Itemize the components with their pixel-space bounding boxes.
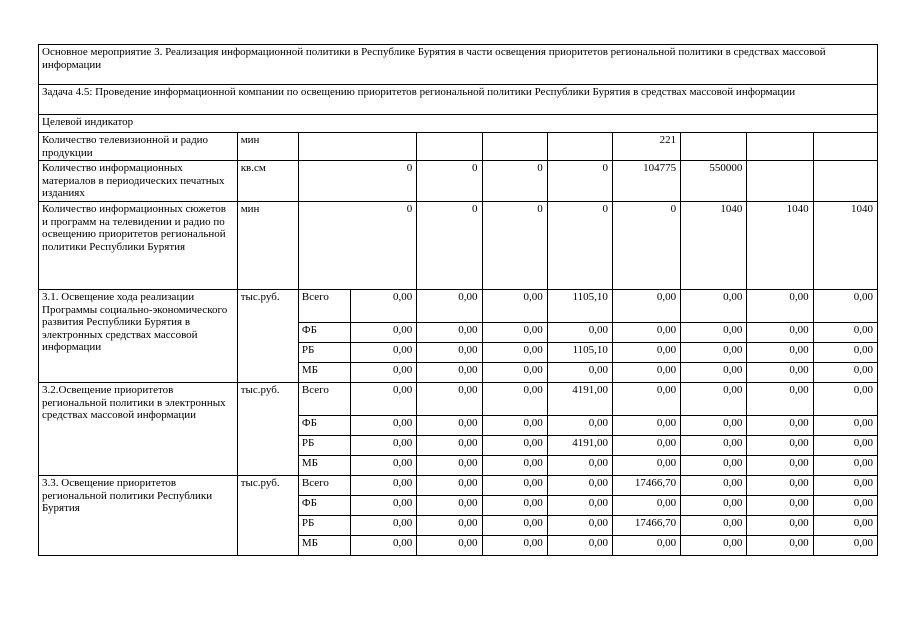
funding-value: 0,00 xyxy=(482,290,547,323)
funding-value: 0,00 xyxy=(612,536,680,556)
measure-unit: тыс.руб. xyxy=(237,383,298,476)
funding-source: Всего xyxy=(298,383,350,416)
funding-value: 0,00 xyxy=(417,416,482,436)
indicator-value xyxy=(813,133,877,161)
funding-value: 0,00 xyxy=(612,436,680,456)
funding-source: МБ xyxy=(298,456,350,476)
funding-value: 0,00 xyxy=(681,416,747,436)
indicator-value xyxy=(482,133,547,161)
funding-value: 17466,70 xyxy=(612,476,680,496)
funding-value: 0,00 xyxy=(482,476,547,496)
funding-source: Всего xyxy=(298,290,350,323)
main-event-cell: Основное мероприятие 3. Реализация информационной политики в Республике Бурятия в части освещения приоритетов региональной политики в средствах массовой информации xyxy=(39,45,878,85)
funding-value: 0,00 xyxy=(747,363,813,383)
funding-value: 0,00 xyxy=(482,456,547,476)
funding-value: 0,00 xyxy=(351,323,417,343)
funding-value: 0,00 xyxy=(482,383,547,416)
funding-value: 4191,00 xyxy=(547,383,612,416)
funding-value: 0,00 xyxy=(813,383,877,416)
funding-value: 0,00 xyxy=(547,416,612,436)
indicator-unit: мин xyxy=(237,133,298,161)
funding-value: 0,00 xyxy=(681,476,747,496)
indicator-value xyxy=(298,133,416,161)
funding-value: 0,00 xyxy=(681,343,747,363)
funding-value: 0,00 xyxy=(813,536,877,556)
funding-value: 0,00 xyxy=(351,290,417,323)
funding-source: РБ xyxy=(298,516,350,536)
funding-value: 0,00 xyxy=(417,323,482,343)
indicator-value: 0 xyxy=(547,161,612,202)
funding-value: 0,00 xyxy=(747,516,813,536)
funding-value: 0,00 xyxy=(747,456,813,476)
funding-value: 0,00 xyxy=(351,456,417,476)
funding-source: ФБ xyxy=(298,496,350,516)
funding-value: 0,00 xyxy=(482,416,547,436)
funding-value: 0,00 xyxy=(681,516,747,536)
program-table xyxy=(38,44,878,556)
funding-value: 0,00 xyxy=(351,416,417,436)
funding-value: 0,00 xyxy=(813,416,877,436)
measure-name: 3.1. Освещение хода реализации Программы социально-экономического развития Республики Бурятия в электронных средствах массовой информации xyxy=(39,290,238,383)
measure-unit: тыс.руб. xyxy=(237,476,298,556)
funding-value: 0,00 xyxy=(612,343,680,363)
funding-value: 0,00 xyxy=(612,383,680,416)
funding-value: 0,00 xyxy=(417,343,482,363)
indicator-value: 0 xyxy=(298,202,416,290)
measure-row xyxy=(39,290,878,323)
funding-value: 1105,10 xyxy=(547,290,612,323)
indicator-value: 1040 xyxy=(681,202,747,290)
funding-value: 0,00 xyxy=(813,323,877,343)
funding-value: 1105,10 xyxy=(547,343,612,363)
indicator-value: 221 xyxy=(612,133,680,161)
funding-value: 0,00 xyxy=(681,363,747,383)
funding-value: 0,00 xyxy=(482,496,547,516)
task-row xyxy=(39,85,878,115)
funding-value: 0,00 xyxy=(612,416,680,436)
indicator-value: 0 xyxy=(547,202,612,290)
indicator-name: Количество информационных сюжетов и программ на телевидении и радио по освещению приоритетов региональной политики Республики Бурятия xyxy=(39,202,238,290)
indicator-name: Количество телевизионной и радио продукции xyxy=(39,133,238,161)
indicator-value xyxy=(747,133,813,161)
indicator-row xyxy=(39,202,878,290)
indicator-value xyxy=(813,161,877,202)
funding-value: 0,00 xyxy=(482,343,547,363)
funding-value: 0,00 xyxy=(747,436,813,456)
funding-value: 0,00 xyxy=(612,363,680,383)
funding-value: 0,00 xyxy=(547,516,612,536)
funding-source: МБ xyxy=(298,536,350,556)
indicator-row xyxy=(39,161,878,202)
funding-value: 0,00 xyxy=(351,496,417,516)
indicator-value: 0 xyxy=(298,161,416,202)
funding-value: 0,00 xyxy=(813,456,877,476)
funding-value: 0,00 xyxy=(681,536,747,556)
funding-source: РБ xyxy=(298,436,350,456)
indicator-value: 0 xyxy=(482,161,547,202)
funding-source: Всего xyxy=(298,476,350,496)
funding-value: 0,00 xyxy=(351,536,417,556)
indicator-name: Количество информационных материалов в периодических печатных изданиях xyxy=(39,161,238,202)
funding-value: 0,00 xyxy=(612,496,680,516)
funding-value: 0,00 xyxy=(351,383,417,416)
funding-value: 0,00 xyxy=(747,476,813,496)
funding-value: 0,00 xyxy=(747,343,813,363)
indicator-value xyxy=(417,133,482,161)
task-cell: Задача 4.5: Проведение информационной компании по освещению приоритетов региональной политики Республики Бурятия в средствах массовой информации xyxy=(39,85,878,115)
measure-row xyxy=(39,476,878,496)
funding-value: 0,00 xyxy=(547,536,612,556)
funding-value: 0,00 xyxy=(747,323,813,343)
funding-value: 0,00 xyxy=(747,536,813,556)
funding-source: ФБ xyxy=(298,323,350,343)
funding-value: 0,00 xyxy=(813,343,877,363)
indicator-value: 104775 xyxy=(612,161,680,202)
funding-value: 0,00 xyxy=(417,516,482,536)
funding-value: 0,00 xyxy=(482,323,547,343)
funding-value: 0,00 xyxy=(813,476,877,496)
funding-value: 0,00 xyxy=(417,383,482,416)
funding-value: 0,00 xyxy=(417,496,482,516)
funding-value: 0,00 xyxy=(547,323,612,343)
funding-source: РБ xyxy=(298,343,350,363)
target-indicator-row xyxy=(39,115,878,133)
funding-value: 0,00 xyxy=(482,363,547,383)
funding-value: 0,00 xyxy=(547,456,612,476)
funding-value: 0,00 xyxy=(747,496,813,516)
funding-value: 0,00 xyxy=(547,496,612,516)
funding-value: 0,00 xyxy=(417,456,482,476)
measure-unit: тыс.руб. xyxy=(237,290,298,383)
funding-value: 0,00 xyxy=(351,363,417,383)
funding-source: ФБ xyxy=(298,416,350,436)
indicator-unit: мин xyxy=(237,202,298,290)
funding-value: 0,00 xyxy=(681,456,747,476)
funding-value: 0,00 xyxy=(681,496,747,516)
funding-value: 0,00 xyxy=(813,496,877,516)
funding-value: 0,00 xyxy=(813,516,877,536)
funding-value: 0,00 xyxy=(813,363,877,383)
funding-value: 0,00 xyxy=(417,363,482,383)
funding-value: 4191,00 xyxy=(547,436,612,456)
indicator-value: 0 xyxy=(612,202,680,290)
indicator-row xyxy=(39,133,878,161)
measure-name: 3.3. Освещение приоритетов региональной политики Республики Бурятия xyxy=(39,476,238,556)
indicator-value xyxy=(747,161,813,202)
measure-row xyxy=(39,383,878,416)
indicator-value: 550000 xyxy=(681,161,747,202)
indicator-value: 0 xyxy=(482,202,547,290)
funding-value: 0,00 xyxy=(482,516,547,536)
funding-value: 0,00 xyxy=(482,436,547,456)
funding-source: МБ xyxy=(298,363,350,383)
funding-value: 0,00 xyxy=(747,383,813,416)
indicator-value: 0 xyxy=(417,161,482,202)
funding-value: 0,00 xyxy=(351,343,417,363)
funding-value: 0,00 xyxy=(351,476,417,496)
funding-value: 0,00 xyxy=(747,290,813,323)
funding-value: 17466,70 xyxy=(612,516,680,536)
funding-value: 0,00 xyxy=(417,290,482,323)
funding-value: 0,00 xyxy=(351,436,417,456)
funding-value: 0,00 xyxy=(612,323,680,343)
main-event-row xyxy=(39,45,878,85)
indicator-value: 0 xyxy=(417,202,482,290)
indicator-value: 1040 xyxy=(813,202,877,290)
funding-value: 0,00 xyxy=(547,363,612,383)
indicator-value xyxy=(547,133,612,161)
measure-name: 3.2.Освещение приоритетов региональной политики в электронных средствах массовой информации xyxy=(39,383,238,476)
funding-value: 0,00 xyxy=(417,436,482,456)
target-indicator-cell: Целевой индикатор xyxy=(39,115,878,133)
funding-value: 0,00 xyxy=(681,323,747,343)
funding-value: 0,00 xyxy=(813,290,877,323)
funding-value: 0,00 xyxy=(813,436,877,456)
funding-value: 0,00 xyxy=(547,476,612,496)
indicator-value: 1040 xyxy=(747,202,813,290)
funding-value: 0,00 xyxy=(417,536,482,556)
funding-value: 0,00 xyxy=(482,536,547,556)
funding-value: 0,00 xyxy=(351,516,417,536)
indicator-unit: кв.см xyxy=(237,161,298,202)
funding-value: 0,00 xyxy=(681,436,747,456)
funding-value: 0,00 xyxy=(417,476,482,496)
indicator-value xyxy=(681,133,747,161)
funding-value: 0,00 xyxy=(612,456,680,476)
funding-value: 0,00 xyxy=(681,290,747,323)
funding-value: 0,00 xyxy=(747,416,813,436)
funding-value: 0,00 xyxy=(612,290,680,323)
funding-value: 0,00 xyxy=(681,383,747,416)
